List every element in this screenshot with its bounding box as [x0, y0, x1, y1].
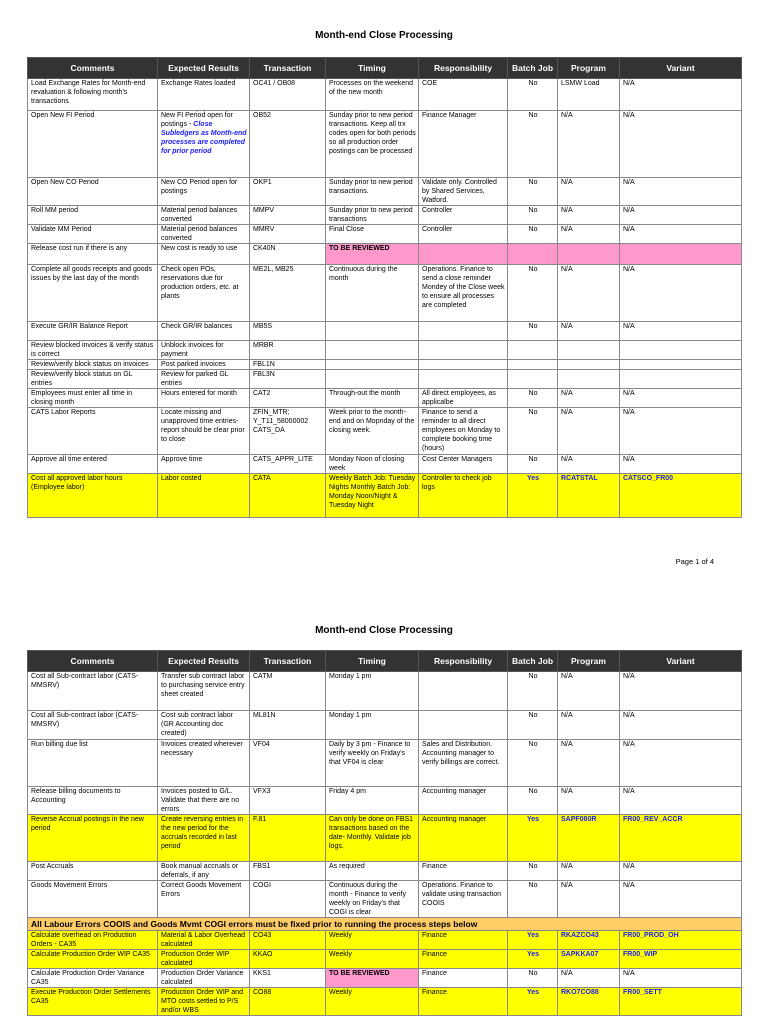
page1-cell-timing: Through-out the month	[326, 389, 419, 408]
table-row	[28, 389, 742, 408]
table-row	[28, 787, 742, 815]
table-row	[28, 455, 742, 474]
page1-cell-timing: Weekly Batch Job: Tuesday Nights Monthly Batch Job: Monday Noon/Night & Tuesday Night	[326, 474, 419, 518]
page1-cell-expected-results: Material period balances converted	[158, 225, 250, 244]
table-row	[28, 408, 742, 455]
page1-cell-expected-results: Approve time	[158, 455, 250, 474]
page1-cell-transaction: ZFIN_MTR; Y_T11_58000002 CATS_DA	[250, 408, 326, 455]
page2-cell-responsibility: Finance	[419, 988, 508, 1016]
page1-cell-variant: N/A	[620, 111, 742, 178]
page2-cell-variant: N/A	[620, 711, 742, 740]
table-row	[28, 740, 742, 787]
page1-cell-responsibility	[419, 360, 508, 370]
page1-header-timing: Timing	[326, 58, 419, 79]
page1-cell-expected-results: Check open POs, reservations due for production orders, etc. at plants	[158, 265, 250, 322]
page1-cell-variant: N/A	[620, 225, 742, 244]
page1-cell-transaction: MB5S	[250, 322, 326, 341]
page1-cell-program: N/A	[558, 178, 620, 206]
page2-cell-timing: Monday 1 pm	[326, 672, 419, 711]
table-row	[28, 322, 742, 341]
page1-cell-timing	[326, 370, 419, 389]
page1-cell-variant: N/A	[620, 322, 742, 341]
page1-cell-variant	[620, 244, 742, 265]
page2-header-comments: Comments	[28, 651, 158, 672]
page2-cell-comments: Calculate Production Order WIP CA35	[28, 950, 158, 969]
page2-header-variant: Variant	[620, 651, 742, 672]
page2-cell-transaction: FBS1	[250, 862, 326, 881]
table-row	[28, 862, 742, 881]
page1-cell-program: N/A	[558, 408, 620, 455]
page1-cell-program: N/A	[558, 225, 620, 244]
page1-cell-batch-job: No	[508, 111, 558, 178]
page1-cell-comments: Open New CO Period	[28, 178, 158, 206]
page2-cell-variant: N/A	[620, 969, 742, 988]
table-row	[28, 881, 742, 918]
page1-cell-responsibility: Finance Manager	[419, 111, 508, 178]
page1-header-batch-job: Batch Job	[508, 58, 558, 79]
page2-cell-batch-job: No	[508, 862, 558, 881]
page1-cell-variant: N/A	[620, 206, 742, 225]
page1-cell-comments: Cost all approved labor hours (Employee labor)	[28, 474, 158, 518]
page2-cell-transaction: ML81N	[250, 711, 326, 740]
page1-cell-responsibility: All direct employees, as applicalbe	[419, 389, 508, 408]
page2-cell-responsibility	[419, 711, 508, 740]
page1-cell-responsibility: Controller	[419, 206, 508, 225]
page1-cell-timing	[326, 341, 419, 360]
page1-cell-responsibility	[419, 244, 508, 265]
page1-cell-batch-job: Yes	[508, 474, 558, 518]
page1-cell-expected-results: Unblock invoices for payment	[158, 341, 250, 360]
page1-title: Month-end Close Processing	[315, 30, 453, 41]
page1-header-variant: Variant	[620, 58, 742, 79]
page1-cell-transaction: OC41 / OB08	[250, 79, 326, 111]
page2-cell-program: RKO7CO88	[558, 988, 620, 1016]
page2-cell-expected-results: Invoices posted to G/L. Validate that there are no errors	[158, 787, 250, 815]
page1-cell-responsibility	[419, 341, 508, 360]
page1-cell-program	[558, 341, 620, 360]
table-row	[28, 711, 742, 740]
page2-cell-program: RKAZCO43	[558, 931, 620, 950]
page1-cell-expected-results: Locate missing and unapproved time entries- report should be clear prior to close	[158, 408, 250, 455]
page1-cell-batch-job: No	[508, 178, 558, 206]
page2-cell-batch-job: No	[508, 740, 558, 787]
table-row	[28, 950, 742, 969]
page1-cell-transaction: OKP1	[250, 178, 326, 206]
page1-cell-variant: N/A	[620, 389, 742, 408]
table-row	[28, 474, 742, 518]
page1-cell-comments: Load Exchange Rates for Month-end revaluation & following month's transactions	[28, 79, 158, 111]
page1-cell-variant	[620, 341, 742, 360]
page1-cell-comments: Release cost run if there is any	[28, 244, 158, 265]
page2-cell-expected-results: Material & Labor Overhead calculated	[158, 931, 250, 950]
page2-cell-batch-job: No	[508, 711, 558, 740]
page1-cell-timing: Continuous during the month	[326, 265, 419, 322]
page1-cell-comments: Review blocked invoices & verify status is correct	[28, 341, 158, 360]
page1-cell-batch-job: No	[508, 408, 558, 455]
page1-cell-timing	[326, 322, 419, 341]
page1-cell-responsibility: Controller	[419, 225, 508, 244]
table-row	[28, 672, 742, 711]
page1-cell-batch-job: No	[508, 265, 558, 322]
page2-cell-responsibility: Accounting manager	[419, 815, 508, 862]
page1-cell-responsibility: COE	[419, 79, 508, 111]
page2-cell-program: N/A	[558, 740, 620, 787]
page1-cell-variant	[620, 360, 742, 370]
page2-cell-program: N/A	[558, 881, 620, 918]
page2-cell-variant: FR00_PROD_OH	[620, 931, 742, 950]
page2-cell-responsibility: Accounting manager	[419, 787, 508, 815]
page2-cell-transaction: VFX3	[250, 787, 326, 815]
page1-cell-timing: Processes on the weekend of the new month	[326, 79, 419, 111]
page2-cell-timing: Monday 1 pm	[326, 711, 419, 740]
page1-cell-expected-results: Hours entered for month	[158, 389, 250, 408]
table-row	[28, 244, 742, 265]
page2-cell-batch-job: Yes	[508, 988, 558, 1016]
page1-cell-comments: Review/verify block status on GL entries	[28, 370, 158, 389]
page2-cell-variant: FR00_REV_ACCR	[620, 815, 742, 862]
page1-header-responsibility: Responsibility	[419, 58, 508, 79]
page1-cell-comments: Open New FI Period	[28, 111, 158, 178]
page1-cell-variant: N/A	[620, 408, 742, 455]
page2-cell-timing: Weekly	[326, 950, 419, 969]
page1-header-comments: Comments	[28, 58, 158, 79]
page2-cell-transaction: CO88	[250, 988, 326, 1016]
page2-cell-variant: N/A	[620, 787, 742, 815]
table-row	[28, 206, 742, 225]
page1-cell-batch-job	[508, 341, 558, 360]
page2-cell-transaction: COGI	[250, 881, 326, 918]
page1-cell-variant: CATSCO_FR00	[620, 474, 742, 518]
page2-cell-timing: Friday 4 pm	[326, 787, 419, 815]
page1-header-program: Program	[558, 58, 620, 79]
page2-cell-responsibility: Finance	[419, 950, 508, 969]
page1-table	[27, 57, 742, 518]
page1-cell-timing: Sunday prior to new period transactions. Keep all trx codes open for both periods so all production order postings can be processed	[326, 111, 419, 178]
page1-cell-comments: Validate MM Period	[28, 225, 158, 244]
page1-cell-program	[558, 244, 620, 265]
page1-cell-transaction: FBL1N	[250, 360, 326, 370]
page2-header-expected-results: Expected Results	[158, 651, 250, 672]
page1-cell-responsibility	[419, 370, 508, 389]
page2-cell-program: N/A	[558, 969, 620, 988]
page2-cell-variant: FR00_SETT	[620, 988, 742, 1016]
page2-header-transaction: Transaction	[250, 651, 326, 672]
page1-header-expected-results: Expected Results	[158, 58, 250, 79]
page2-cell-batch-job: Yes	[508, 931, 558, 950]
page1-cell-responsibility: Controller to check job logs	[419, 474, 508, 518]
page1-cell-transaction: MRBR	[250, 341, 326, 360]
page1-cell-transaction: CATS_APPR_LITE	[250, 455, 326, 474]
page2-cell-program: N/A	[558, 672, 620, 711]
page1-cell-comments: Employees must enter all time in closing month	[28, 389, 158, 408]
page2-table	[27, 650, 742, 1016]
page1-cell-comments: Approve all time entered	[28, 455, 158, 474]
page1-cell-expected-results: New FI Period open for postings - Close Subledgers as Month-end processes are completed for prior period	[158, 111, 250, 178]
page2-cell-expected-results: Production Order WIP and MTO costs settled to P/S and/or WBS	[158, 988, 250, 1016]
page2-cell-comments: Goods Movement Errors	[28, 881, 158, 918]
page2-cell-program: N/A	[558, 711, 620, 740]
page2-cell-batch-job: No	[508, 672, 558, 711]
page2-cell-variant: N/A	[620, 881, 742, 918]
page1-cell-program: N/A	[558, 322, 620, 341]
page2-cell-comments: Run billing due list	[28, 740, 158, 787]
page-number: Page 1 of 4	[675, 557, 714, 566]
page2-cell-batch-job: Yes	[508, 950, 558, 969]
page1-cell-variant: N/A	[620, 455, 742, 474]
page1-cell-responsibility: Finance to send a reminder to all direct employees on Monday to complete booking time (hours)	[419, 408, 508, 455]
page2-cell-comments: Release billing documents to Accounting	[28, 787, 158, 815]
page2-cell-transaction: CATM	[250, 672, 326, 711]
page2-cell-expected-results: Transfer sub contract labor to purchasing service entry sheet created	[158, 672, 250, 711]
page2-cell-comments: Calculate Production Order Variance CA35	[28, 969, 158, 988]
page2-cell-timing: Weekly	[326, 931, 419, 950]
page2-cell-program: N/A	[558, 862, 620, 881]
banner-row	[28, 918, 742, 931]
page2-cell-program: SAPKKA07	[558, 950, 620, 969]
page2-cell-batch-job: No	[508, 969, 558, 988]
subledger-note: Close Subledgers as Month-end processes are completed for prior period	[161, 121, 247, 155]
page1-cell-program: N/A	[558, 265, 620, 322]
page2-cell-responsibility: Finance	[419, 862, 508, 881]
page2-cell-timing: Weekly	[326, 988, 419, 1016]
table-row	[28, 225, 742, 244]
page1-cell-batch-job: No	[508, 79, 558, 111]
page1-cell-comments: Execute GR/IR Balance Report	[28, 322, 158, 341]
table-row	[28, 988, 742, 1016]
page1-header-transaction: Transaction	[250, 58, 326, 79]
table-row	[28, 111, 742, 178]
page2-cell-responsibility	[419, 672, 508, 711]
page1-cell-transaction: CK40N	[250, 244, 326, 265]
page2-cell-transaction: VF04	[250, 740, 326, 787]
page2-cell-expected-results: Correct Goods Movement Errors	[158, 881, 250, 918]
table-row	[28, 79, 742, 111]
page2-cell-variant: N/A	[620, 672, 742, 711]
table-row	[28, 815, 742, 862]
page1-cell-program: N/A	[558, 455, 620, 474]
page1-cell-variant: N/A	[620, 265, 742, 322]
page2-cell-transaction: KKS1	[250, 969, 326, 988]
page2-cell-expected-results: Cost sub contract labor (GR Accounting doc created)	[158, 711, 250, 740]
page1-cell-transaction: MMPV	[250, 206, 326, 225]
page1-cell-transaction: CAT2	[250, 389, 326, 408]
page1-cell-comments: Roll MM period	[28, 206, 158, 225]
page1-cell-timing: Final Close	[326, 225, 419, 244]
page1-cell-comments: CATS Labor Reports	[28, 408, 158, 455]
page1-cell-variant	[620, 370, 742, 389]
page2-header-program: Program	[558, 651, 620, 672]
table-row	[28, 178, 742, 206]
page1-cell-transaction: OB52	[250, 111, 326, 178]
page2-cell-expected-results: Invoices created wherever necessary	[158, 740, 250, 787]
page2-cell-comments: Reverse Accrual postings in the new period	[28, 815, 158, 862]
page2-cell-comments: Cost all Sub-contract labor (CATS-MMSRV)	[28, 711, 158, 740]
page1-cell-responsibility: Validate only. Controlled by Shared Services, Watford.	[419, 178, 508, 206]
table-row	[28, 265, 742, 322]
page1-cell-timing: Sunday prior to new period transactions.	[326, 178, 419, 206]
page1-cell-transaction: ME2L, MB25	[250, 265, 326, 322]
page2-cell-expected-results: Production Order WIP calculated	[158, 950, 250, 969]
page2-header-batch-job: Batch Job	[508, 651, 558, 672]
page1-cell-responsibility: Operations. Finance to send a close reminder Mondey of the Close week to ensure all processes are completed	[419, 265, 508, 322]
page1-cell-expected-results: Check GR/IR balances	[158, 322, 250, 341]
page1-cell-responsibility	[419, 322, 508, 341]
page2-cell-variant: N/A	[620, 740, 742, 787]
page2-cell-batch-job: No	[508, 881, 558, 918]
page2-cell-batch-job: Yes	[508, 815, 558, 862]
table-row	[28, 360, 742, 370]
page1-cell-timing	[326, 360, 419, 370]
page1-cell-timing: Monday Noon of closing week	[326, 455, 419, 474]
page1-cell-comments: Complete all goods receipts and goods issues by the last day of the month	[28, 265, 158, 322]
page1-cell-batch-job	[508, 370, 558, 389]
page2-cell-timing: Continuous during the month - Finance to verify weekly on Friday's that COGI is clear	[326, 881, 419, 918]
page1-cell-program: N/A	[558, 206, 620, 225]
page2-cell-timing: As required	[326, 862, 419, 881]
page1-cell-batch-job: No	[508, 322, 558, 341]
page2-cell-variant: FR00_WIP	[620, 950, 742, 969]
page1-cell-program: RCATSTAL	[558, 474, 620, 518]
page2-cell-transaction: CO43	[250, 931, 326, 950]
page1-cell-expected-results: Exchange Rates loaded	[158, 79, 250, 111]
page2-cell-program: SAPF080R	[558, 815, 620, 862]
page1-cell-program	[558, 370, 620, 389]
table-row	[28, 341, 742, 360]
page1-cell-timing: TO BE REVIEWED	[326, 244, 419, 265]
page2-cell-program: N/A	[558, 787, 620, 815]
page2-cell-comments: Post Accruals	[28, 862, 158, 881]
page1-cell-expected-results: Review for parked GL entries	[158, 370, 250, 389]
page2-cell-comments: Cost all Sub-contract labor (CATS-MMSRV)	[28, 672, 158, 711]
page1-cell-transaction: FBL3N	[250, 370, 326, 389]
page1-cell-variant: N/A	[620, 79, 742, 111]
page1-cell-transaction: CATA	[250, 474, 326, 518]
page1-cell-program: N/A	[558, 389, 620, 408]
page1-cell-comments: Review/verify block status on invoices	[28, 360, 158, 370]
page1-cell-variant: N/A	[620, 178, 742, 206]
page1-cell-expected-results: New CO Period open for postings	[158, 178, 250, 206]
page1-cell-expected-results: Post parked invoices	[158, 360, 250, 370]
page1-cell-expected-results: Labor costed	[158, 474, 250, 518]
page1-cell-batch-job: No	[508, 206, 558, 225]
page2-header-responsibility: Responsibility	[419, 651, 508, 672]
page1-cell-program: LSMW Load	[558, 79, 620, 111]
page2-cell-responsibility: Operations. Finance to validate using transaction COOIS	[419, 881, 508, 918]
page1-cell-transaction: MMRV	[250, 225, 326, 244]
table-row	[28, 969, 742, 988]
page1-cell-timing: Sunday prior to new period transactions	[326, 206, 419, 225]
page2-cell-timing: TO BE REVIEWED	[326, 969, 419, 988]
page1-cell-program: N/A	[558, 111, 620, 178]
page2-cell-timing: Can only be done on FBS1 transactions based on the date- Monthly. Validate job logs.	[326, 815, 419, 862]
page1-cell-expected-results: New cost is ready to use	[158, 244, 250, 265]
page1-cell-batch-job	[508, 244, 558, 265]
page2-cell-responsibility: Finance	[419, 931, 508, 950]
page2-cell-expected-results: Book manual accruals or deferrals, if any	[158, 862, 250, 881]
page2-cell-batch-job: No	[508, 787, 558, 815]
page2-cell-comments: Calculate overhead on Production Orders - CA35	[28, 931, 158, 950]
page2-header-timing: Timing	[326, 651, 419, 672]
page1-cell-batch-job	[508, 360, 558, 370]
page1-cell-expected-results: Material period balances converted	[158, 206, 250, 225]
table-row	[28, 370, 742, 389]
page1-cell-program	[558, 360, 620, 370]
page1-cell-batch-job: No	[508, 455, 558, 474]
page2-title: Month-end Close Processing	[315, 625, 453, 636]
labour-errors-banner: All Labour Errors COOIS and Goods Mvmt COGI errors must be fixed prior to running the process steps below	[28, 918, 742, 931]
page1-cell-responsibility: Cost Center Managers	[419, 455, 508, 474]
page2-cell-comments: Execute Production Order Settlements CA35	[28, 988, 158, 1016]
page2-cell-responsibility: Finance	[419, 969, 508, 988]
page2-cell-expected-results: Production Order Variance calculated	[158, 969, 250, 988]
page1-cell-timing: Week prior to the month-end and on Mopnday of the closing week.	[326, 408, 419, 455]
page2-cell-transaction: KKAO	[250, 950, 326, 969]
page1-cell-batch-job: No	[508, 225, 558, 244]
page2-cell-transaction: F.81	[250, 815, 326, 862]
page2-cell-timing: Daily by 3 pm - Finance to verify weekly on Friday's that VF04 is clear	[326, 740, 419, 787]
page2-cell-responsibility: Sales and Distribution. Accounting manager to verify billings are correct.	[419, 740, 508, 787]
page1-cell-batch-job: No	[508, 389, 558, 408]
page2-cell-variant: N/A	[620, 862, 742, 881]
page2-cell-expected-results: Create reversing entries in the new period for the accruals recorded in last period	[158, 815, 250, 862]
table-row	[28, 931, 742, 950]
